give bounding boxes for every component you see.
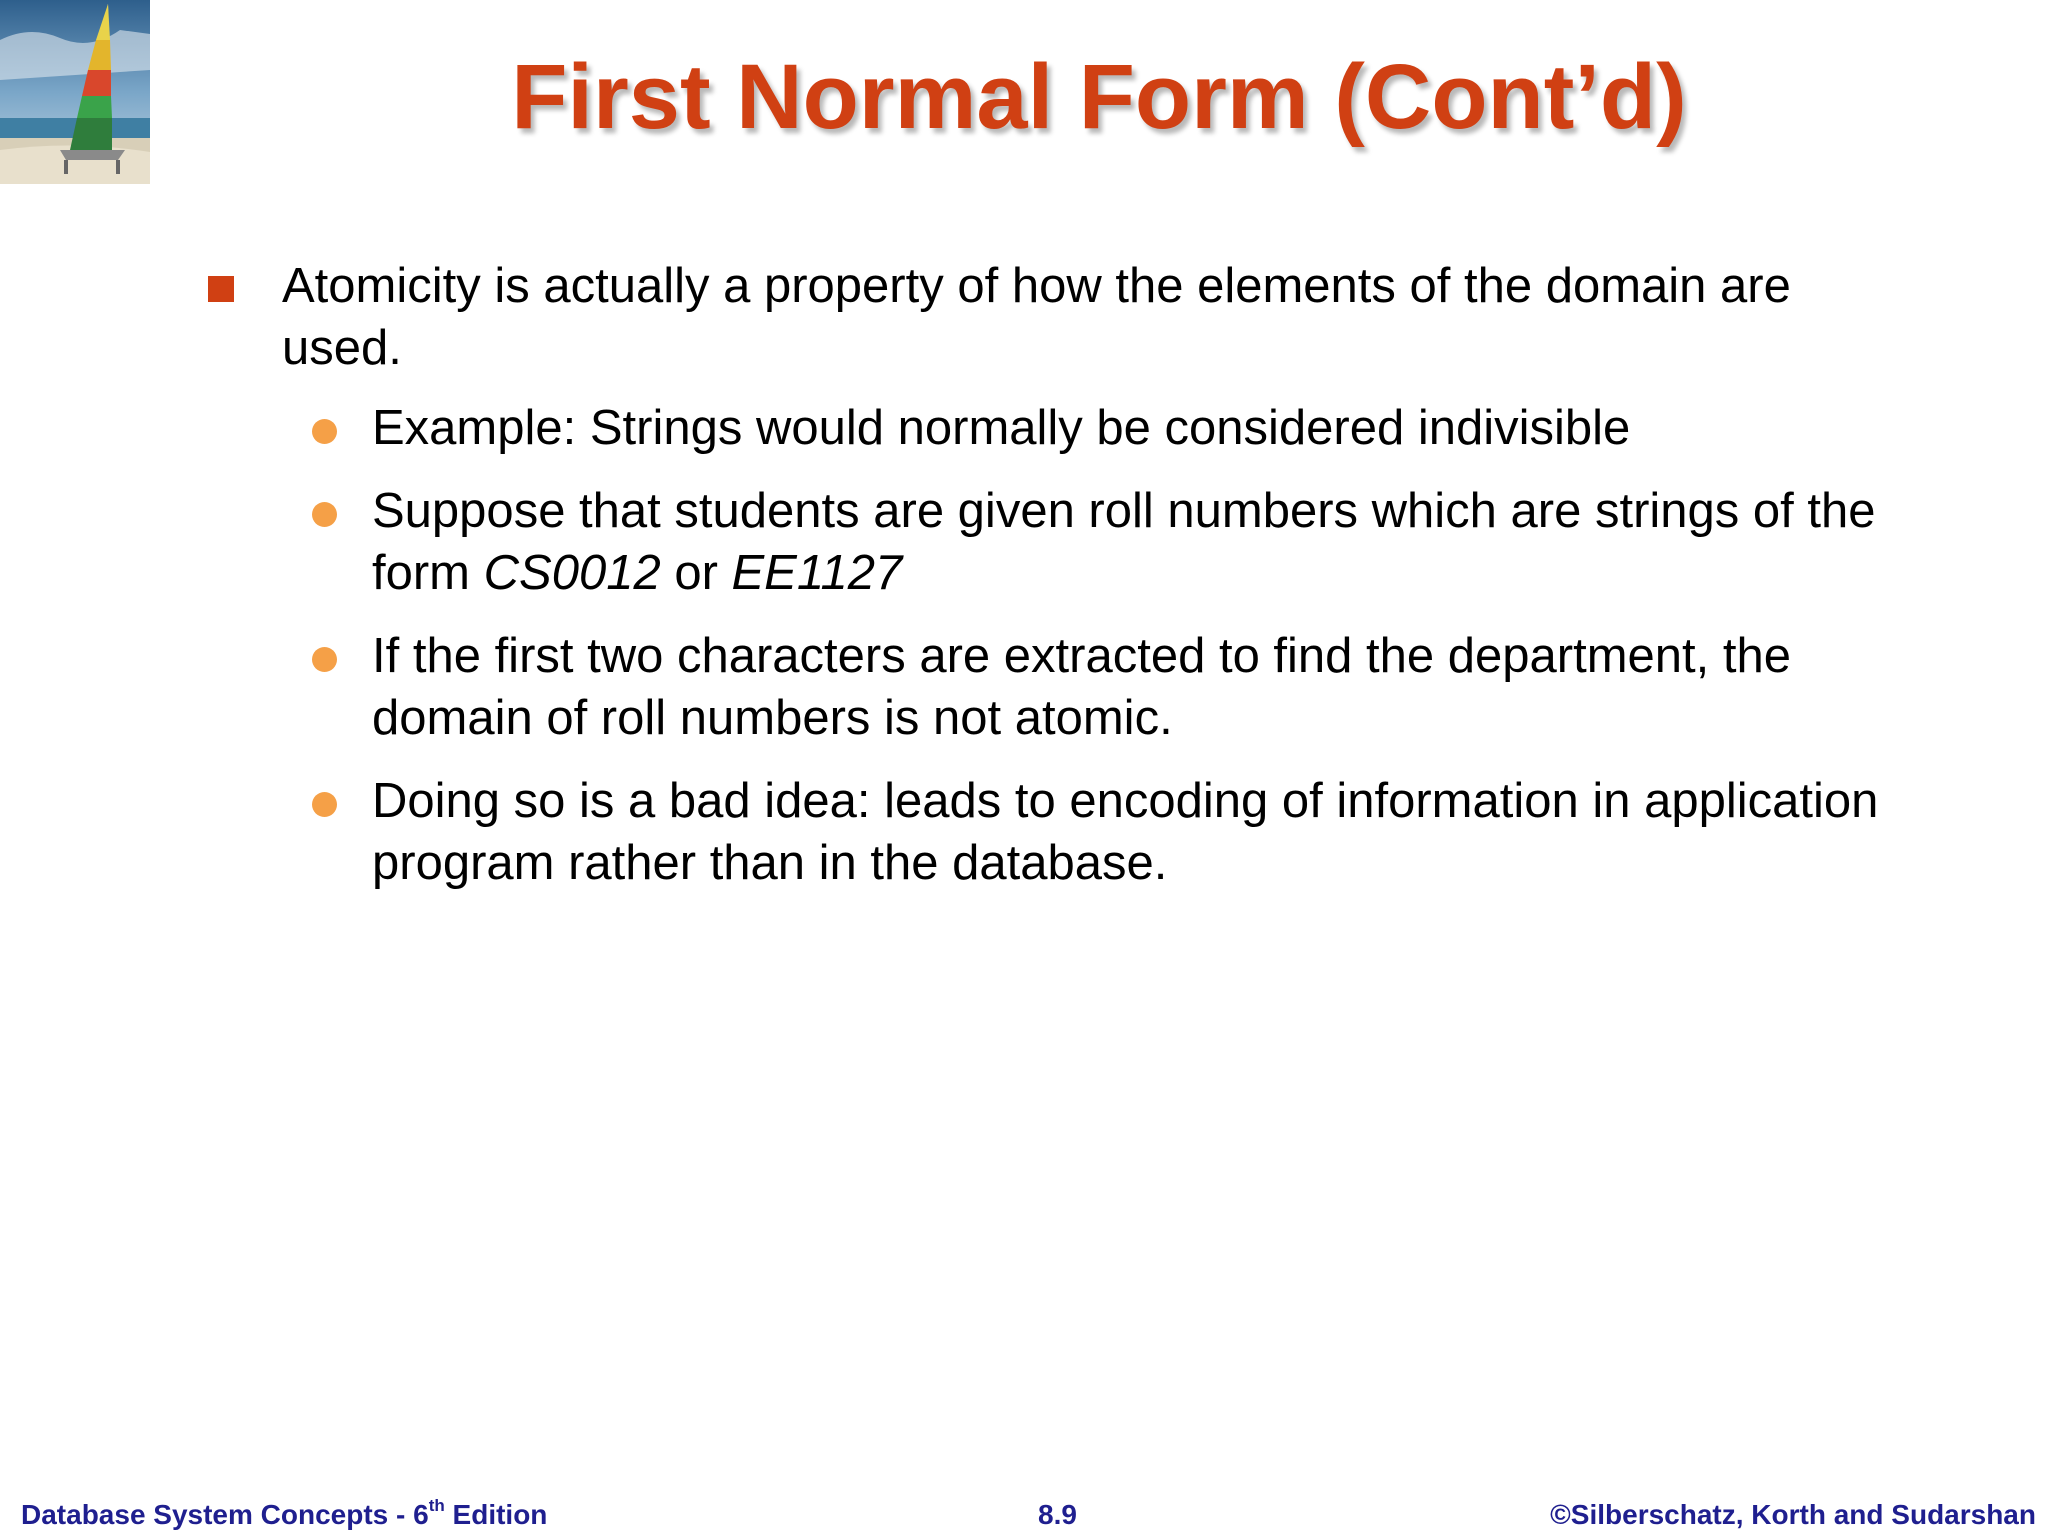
- sailboat-logo-icon: [0, 0, 150, 184]
- footer-copyright: ©Silberschatz, Korth and Sudarshan: [1550, 1499, 2036, 1530]
- square-bullet-icon: [208, 276, 234, 302]
- slide-footer: [0, 1497, 2048, 1533]
- bullet-item: [200, 255, 1900, 379]
- footer-book-suffix: Edition: [444, 1499, 548, 1530]
- round-bullet-icon: [312, 419, 337, 444]
- sub-bullet-item: [290, 397, 1900, 459]
- round-bullet-icon: [312, 502, 337, 527]
- footer-book-sup: th: [428, 1495, 445, 1515]
- sub-bullet-text: If the first two characters are extracted to find the department, the domain of roll numbers is not atomic.: [372, 629, 1791, 745]
- round-bullet-icon: [312, 792, 337, 817]
- bullet-list: [200, 255, 1900, 915]
- round-bullet-icon: [312, 647, 337, 672]
- sub-bullet-text: Doing so is a bad idea: leads to encoding of information in application program rather than in the database.: [372, 774, 1879, 890]
- slide-title: First Normal Form (Cont’d): [511, 46, 1687, 148]
- bullet-text: Atomicity is actually a property of how the elements of the domain are used.: [282, 259, 1791, 375]
- roll-number-example: CS0012: [483, 546, 661, 600]
- sub-bullet-text: or: [660, 546, 732, 600]
- footer-page-number: 8.9: [1038, 1499, 1077, 1530]
- roll-number-example: EE1127: [731, 546, 903, 600]
- footer-book-prefix: Database System Concepts - 6: [21, 1499, 429, 1530]
- sub-bullet-text: Suppose that students are given roll numbers which are strings of the form: [372, 484, 1876, 600]
- sub-bullet-text: Example: Strings would normally be considered indivisible: [372, 401, 1631, 455]
- footer-book-title: [21, 1497, 547, 1533]
- sub-bullet-item: [290, 770, 1900, 894]
- sub-bullet-item: [290, 480, 1900, 604]
- sub-bullet-item: [290, 625, 1900, 749]
